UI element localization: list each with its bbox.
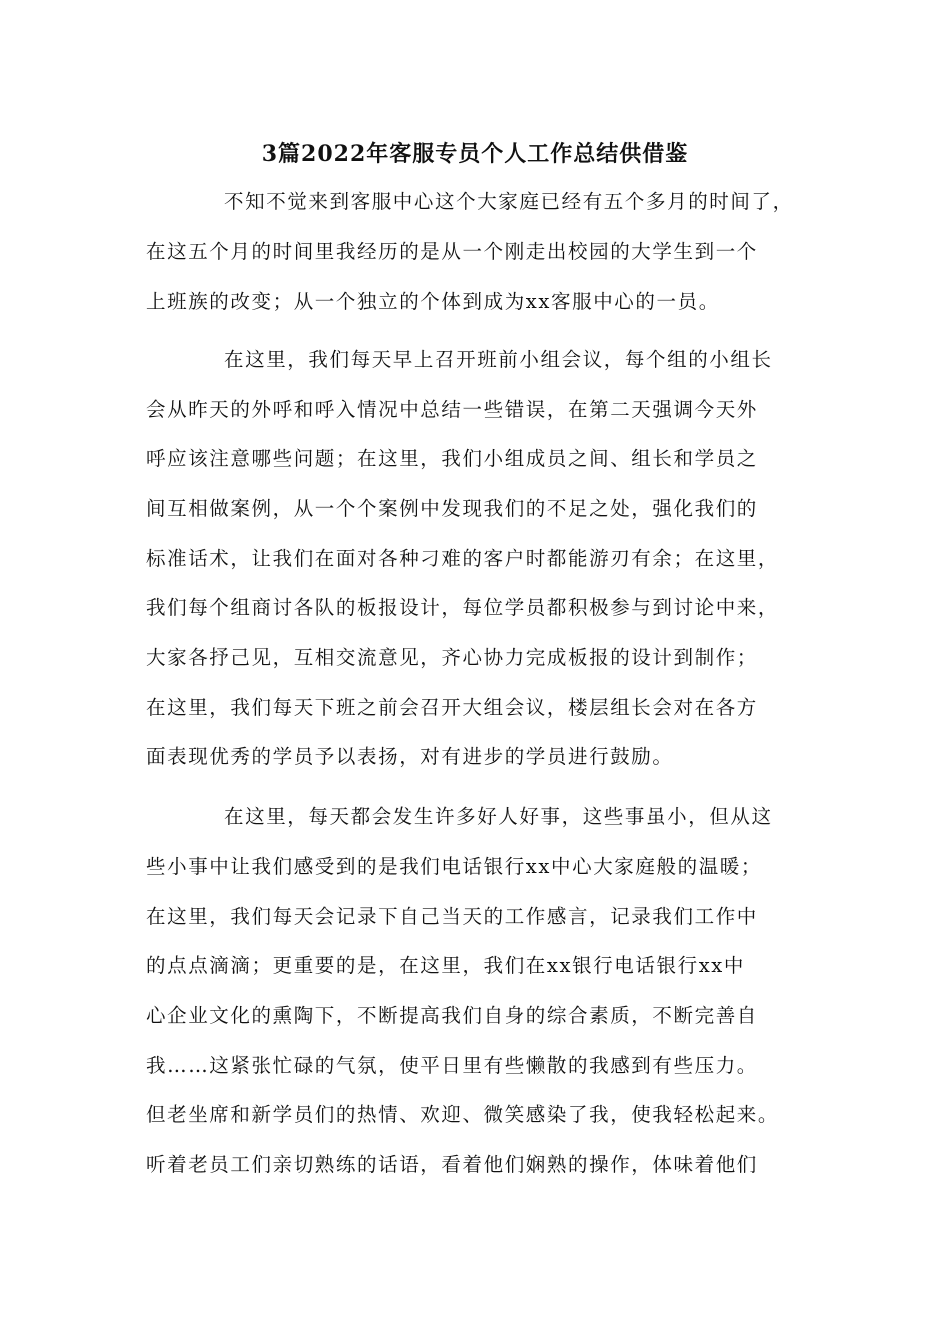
paragraph-2-line-6: 我们每个组商讨各队的板报设计，每位学员都积极参与到讨论中来， <box>146 596 780 619</box>
paragraph-1-line-2: 在这五个月的时间里我经历的是从一个刚走出校园的大学生到一个 <box>146 240 758 263</box>
paragraph-2-line-5: 标准话术，让我们在面对各种刁难的客户时都能游刃有余；在这里， <box>146 547 780 570</box>
paragraph-3-line-8: 听着老员工们亲切熟练的话语，看着他们娴熟的操作，体味着他们 <box>146 1153 758 1176</box>
paragraph-3-line-2: 些小事中让我们感受到的是我们电话银行xx中心大家庭般的温暖； <box>146 855 762 878</box>
paragraph-2-line-9: 面表现优秀的学员予以表扬，对有进步的学员进行鼓励。 <box>146 745 674 768</box>
paragraph-3-line-7: 但老坐席和新学员们的热情、欢迎、微笑感染了我，使我轻松起来。 <box>146 1103 780 1126</box>
paragraph-3-line-5: 心企业文化的熏陶下，不断提高我们自身的综合素质，不断完善自 <box>146 1004 758 1027</box>
paragraph-3-line-3: 在这里，我们每天会记录下自己当天的工作感言，记录我们工作中 <box>146 905 758 928</box>
paragraph-2-line-1: 在这里，我们每天早上召开班前小组会议，每个组的小组长 <box>224 348 773 371</box>
paragraph-2-line-8: 在这里，我们每天下班之前会召开大组会议，楼层组长会对在各方 <box>146 696 758 719</box>
paragraph-2-line-4: 间互相做案例，从一个个案例中发现我们的不足之处，强化我们的 <box>146 497 758 520</box>
paragraph-1-line-3: 上班族的改变；从一个独立的个体到成为xx客服中心的一员。 <box>146 290 720 313</box>
paragraph-3-line-1: 在这里，每天都会发生许多好人好事，这些事虽小，但从这 <box>224 805 773 828</box>
paragraph-2-line-3: 呼应该注意哪些问题；在这里，我们小组成员之间、组长和学员之 <box>146 447 758 470</box>
document-title: 3篇2022年客服专员个人工作总结供借鉴 <box>261 141 689 167</box>
paragraph-3-line-4: 的点点滴滴；更重要的是，在这里，我们在xx银行电话银行xx中 <box>146 954 745 977</box>
paragraph-1-line-1: 不知不觉来到客服中心这个大家庭已经有五个多月的时间了， <box>224 190 794 213</box>
paragraph-2-line-7: 大家各抒己见，互相交流意见，齐心协力完成板报的设计到制作； <box>146 646 758 669</box>
paragraph-3-line-6: 我……这紧张忙碌的气氛，使平日里有些懒散的我感到有些压力。 <box>146 1054 758 1077</box>
paragraph-2-line-2: 会从昨天的外呼和呼入情况中总结一些错误，在第二天强调今天外 <box>146 398 758 421</box>
